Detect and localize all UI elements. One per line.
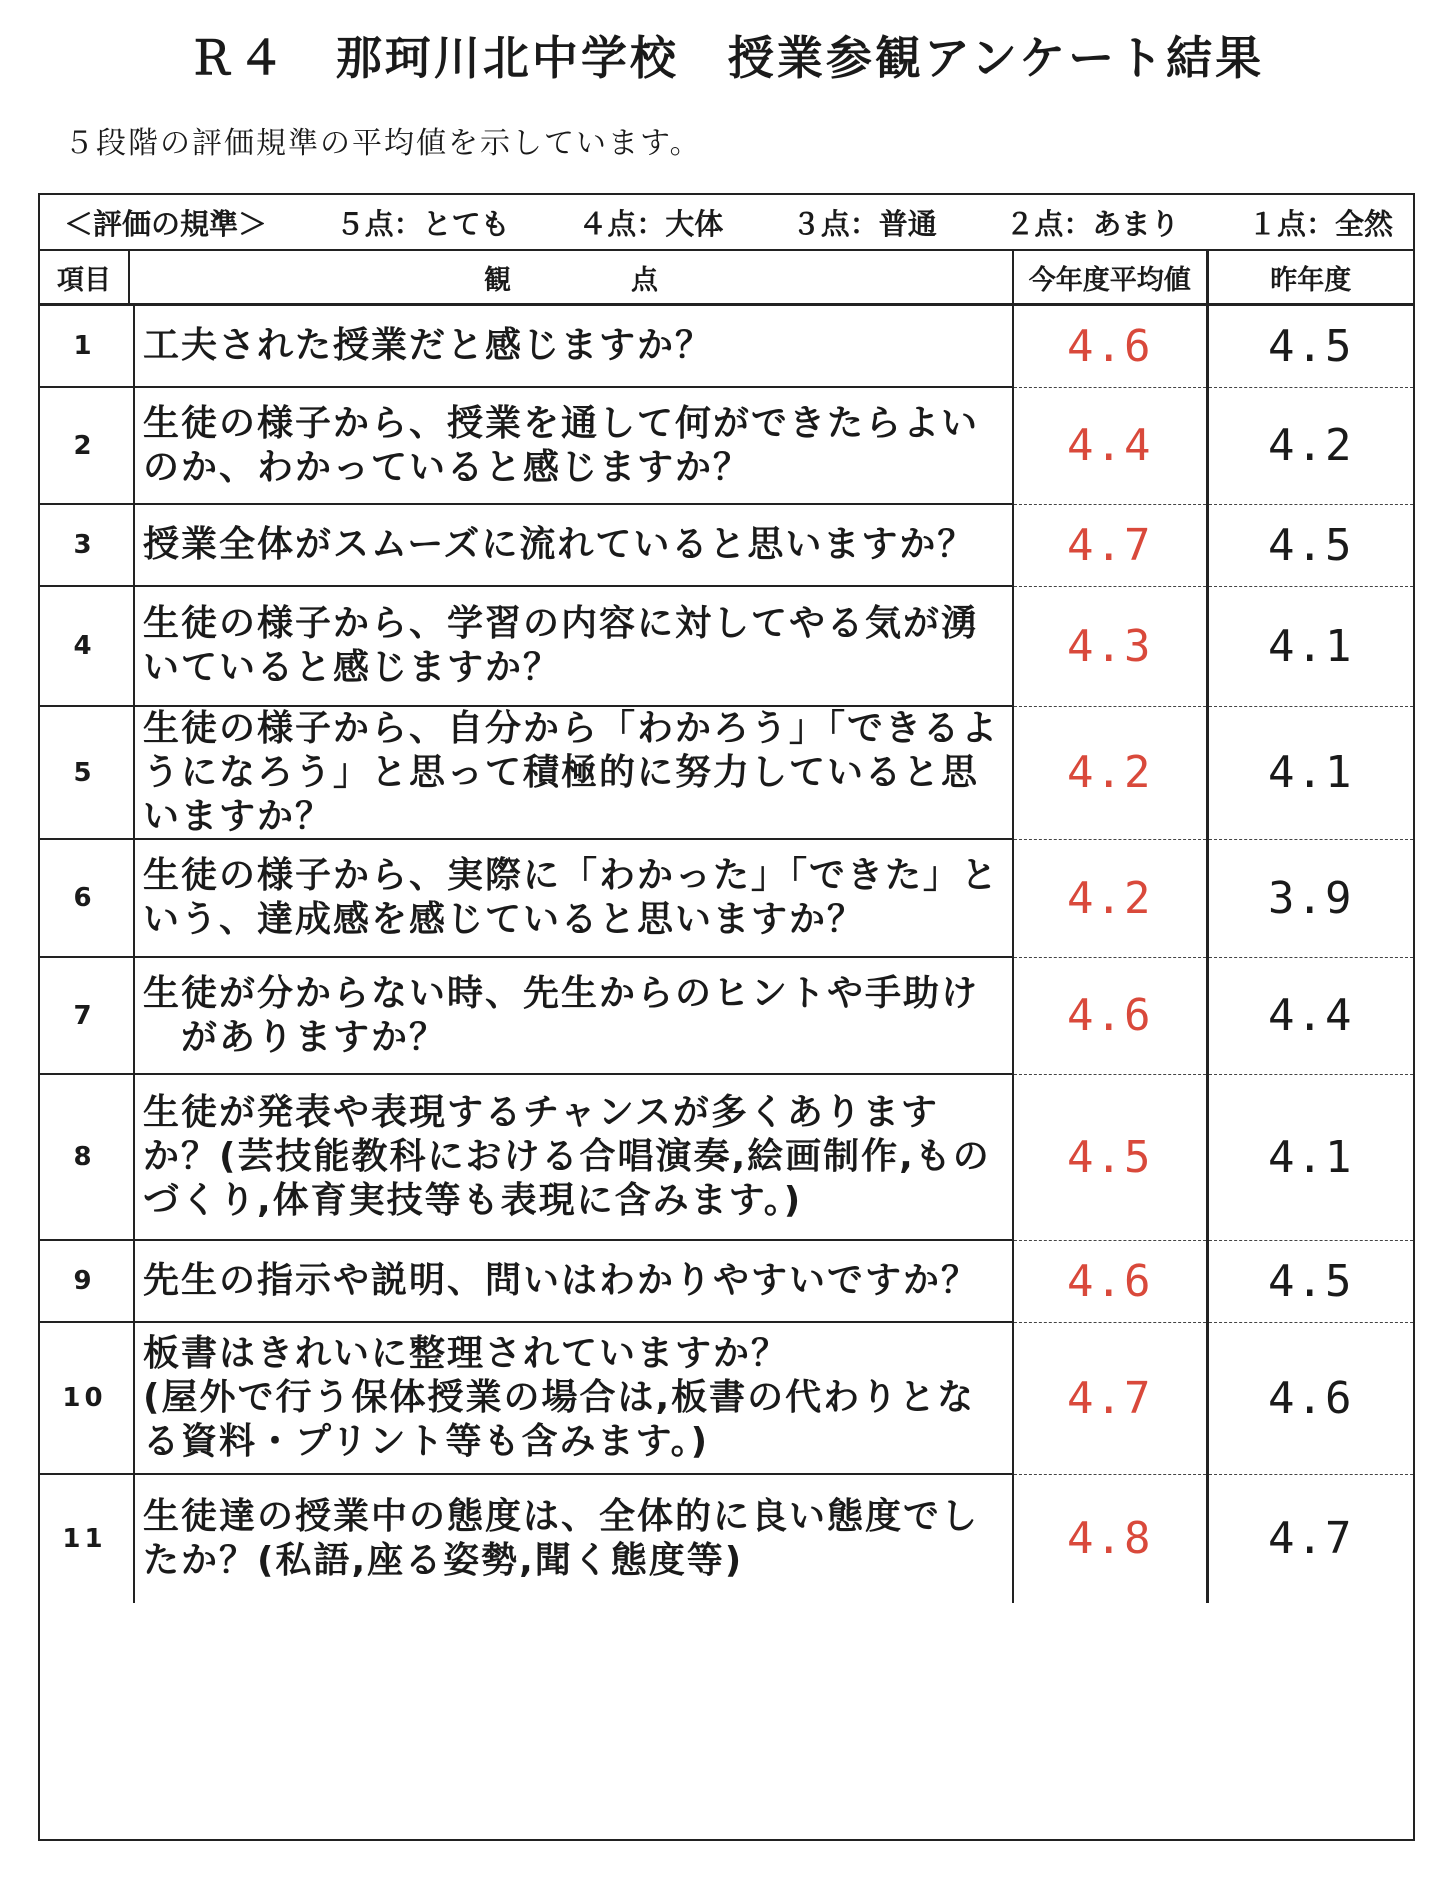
previous-year-average: 3.9 [1207, 839, 1413, 957]
table-row [40, 957, 1413, 1074]
results-table [40, 251, 1413, 1603]
item-number: 9 [40, 1240, 129, 1322]
question-cell [129, 839, 1013, 957]
table-row [40, 1074, 1413, 1240]
current-year-average: 4.7 [1013, 1322, 1207, 1474]
question-cell [129, 504, 1013, 586]
criteria-level-4: ４点：大体 [578, 206, 724, 241]
table-row [40, 387, 1413, 504]
question-text: 生徒が発表や表現するチャンスが多くありますか？(芸技能教科における合唱演奏,絵画制作,ものづくり,体育実技等も表現に含みます。) [143, 1092, 991, 1221]
previous-year-average: 4.2 [1207, 387, 1413, 504]
page-subtitle: ５段階の評価規準の平均値を示しています。 [64, 126, 702, 161]
item-number: 5 [40, 706, 129, 839]
criteria-level-1: １点：全然 [1247, 206, 1393, 241]
question-text: 生徒の様子から、授業を通して何ができたらよいのか、わかっていると感じますか？ [143, 402, 980, 488]
current-year-average: 4.2 [1013, 706, 1207, 839]
question-text: 工夫された授業だと感じますか？ [143, 325, 714, 366]
current-year-average: 4.3 [1013, 586, 1207, 706]
header-previous-year: 昨年度 [1207, 251, 1413, 305]
criteria-level-5: ５点：とても [335, 206, 510, 241]
criteria-label: ＜評価の規準＞ [64, 206, 268, 241]
question-text: 生徒達の授業中の態度は、全体的に良い態度でしたか？(私語,座る姿勢,聞く態度等) [143, 1496, 980, 1581]
table-row [40, 305, 1413, 388]
header-item: 項目 [40, 251, 129, 305]
survey-sheet [38, 193, 1415, 1841]
current-year-average: 4.8 [1013, 1474, 1207, 1603]
question-cell [129, 1474, 1013, 1603]
question-cell [129, 586, 1013, 706]
question-text: 生徒が分からない時、先生からのヒントや手助け がありますか？ [143, 972, 980, 1058]
item-number: 7 [40, 957, 129, 1074]
question-text: 先生の指示や説明、問いはわかりやすいですか？ [143, 1260, 980, 1301]
item-number: 2 [40, 387, 129, 504]
criteria-level-2: ２点：あまり [1005, 206, 1180, 241]
header-current-average: 今年度平均値 [1013, 251, 1207, 305]
table-row [40, 1240, 1413, 1322]
question-cell [129, 1240, 1013, 1322]
current-year-average: 4.6 [1013, 957, 1207, 1074]
item-number: 11 [62, 1524, 107, 1554]
evaluation-criteria [40, 195, 1413, 251]
current-year-average: 4.7 [1013, 504, 1207, 586]
question-cell [129, 387, 1013, 504]
table-row [40, 586, 1413, 706]
question-text: 生徒の様子から、実際に「わかった」「できた」という、達成感を感じていると思いますか？ [143, 855, 1000, 940]
previous-year-average: 4.5 [1207, 305, 1413, 388]
question-text: 生徒の様子から、学習の内容に対してやる気が湧いていると感じますか？ [143, 603, 980, 688]
table-body [40, 305, 1413, 1604]
previous-year-average: 4.5 [1207, 1240, 1413, 1322]
page-title: Ｒ４ 那珂川北中学校 授業参観アンケート結果 [188, 31, 1265, 85]
previous-year-average: 4.5 [1207, 504, 1413, 586]
current-year-average: 4.5 [1013, 1074, 1207, 1240]
previous-year-average: 4.6 [1207, 1322, 1413, 1474]
item-number: 1 [40, 305, 129, 388]
previous-year-average: 4.7 [1207, 1474, 1413, 1603]
table-header-row [40, 251, 1413, 305]
item-number: 3 [40, 504, 129, 586]
item-number: 10 [40, 1322, 129, 1474]
question-cell [129, 305, 1013, 388]
item-number: 6 [40, 839, 129, 957]
table-row [40, 1322, 1413, 1474]
question-cell [129, 706, 1013, 839]
previous-year-average: 4.1 [1207, 586, 1413, 706]
previous-year-average: 4.4 [1207, 957, 1413, 1074]
item-number: 8 [40, 1074, 129, 1240]
question-text: 授業全体がスムーズに流れていると思いますか？ [143, 524, 976, 565]
question-cell [129, 1322, 1013, 1474]
question-text: 生徒の様子から、自分から「わかろう」「できるようになろう」と思って積極的に努力していると思いますか？ [143, 707, 1000, 837]
header-viewpoint: 観点 [129, 251, 1013, 305]
current-year-average: 4.6 [1013, 305, 1207, 388]
current-year-average: 4.6 [1013, 1240, 1207, 1322]
table-row [40, 839, 1413, 957]
table-row [40, 1474, 1413, 1603]
table-row [40, 706, 1413, 839]
current-year-average: 4.4 [1013, 387, 1207, 504]
table-row [40, 504, 1413, 586]
criteria-level-3: ３点：普通 [791, 206, 937, 241]
question-cell [129, 1074, 1013, 1240]
question-cell [129, 957, 1013, 1074]
question-text: 板書はきれいに整理されていますか？ (屋外で行う保体授業の場合は,板書の代わりとなる資料・プリント等も含みます。) [143, 1333, 976, 1462]
previous-year-average: 4.1 [1207, 706, 1413, 839]
previous-year-average: 4.1 [1207, 1074, 1413, 1240]
current-year-average: 4.2 [1013, 839, 1207, 957]
item-number: 4 [40, 586, 129, 706]
